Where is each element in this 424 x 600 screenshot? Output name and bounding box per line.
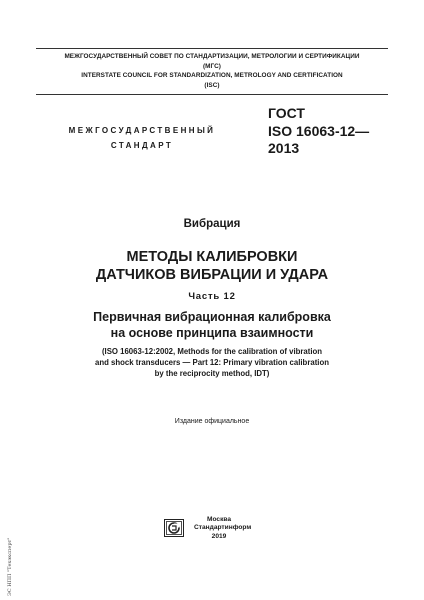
standard-type-line1: МЕЖГОСУДАРСТВЕННЫЙ bbox=[68, 126, 216, 135]
council-name-en: INTERSTATE COUNCIL FOR STANDARDIZATION, METROLOGY AND CERTIFICATION bbox=[81, 72, 343, 79]
document-subtitle-line1: Первичная вибрационная калибровка bbox=[93, 310, 331, 324]
document-title-line2: ДАТЧИКОВ ВИБРАЦИИ И УДАРА bbox=[95, 267, 329, 283]
council-header bbox=[36, 52, 388, 90]
iso-reference bbox=[20, 346, 404, 379]
standard-code-line3: 2013 bbox=[268, 140, 300, 156]
side-watermark-text: ЭС НПП "Техэксперт" bbox=[7, 537, 13, 596]
standard-code bbox=[268, 105, 369, 158]
iso-reference-line1: (ISO 16063-12:2002, Methods for the calibration of vibration bbox=[101, 347, 323, 356]
publication-year: 2019 bbox=[211, 532, 227, 540]
standard-type-line2: СТАНДАРТ bbox=[110, 141, 174, 150]
publisher-name: Стандартинформ bbox=[194, 524, 252, 532]
publisher-block bbox=[194, 516, 252, 541]
document-subtitle bbox=[20, 309, 404, 341]
standartinform-logo-icon bbox=[164, 519, 184, 537]
publisher-city: Москва bbox=[206, 516, 232, 523]
council-name-ru: МЕЖГОСУДАРСТВЕННЫЙ СОВЕТ ПО СТАНДАРТИЗАЦИИ, МЕТРОЛОГИИ И СЕРТИФИКАЦИИ bbox=[64, 53, 360, 60]
standard-code-line1: ГОСТ bbox=[268, 105, 305, 121]
edition-note: Издание официальное bbox=[174, 418, 250, 425]
standard-code-line2: ISO 16063-12— bbox=[268, 122, 370, 139]
document-title bbox=[20, 248, 404, 284]
header-rule bbox=[36, 94, 388, 95]
council-abbr-en: (ISC) bbox=[204, 81, 220, 89]
standard-type-label bbox=[40, 123, 244, 153]
document-subject: Вибрация bbox=[183, 218, 241, 230]
iso-reference-line3: by the reciprocity method, IDT) bbox=[154, 369, 270, 378]
document-subtitle-line2: на основе принципа взаимности bbox=[110, 326, 314, 340]
document-part: Часть 12 bbox=[188, 291, 236, 302]
top-rule bbox=[36, 48, 388, 49]
document-title-line1: МЕТОДЫ КАЛИБРОВКИ bbox=[126, 249, 298, 265]
council-abbr-ru: (МГС) bbox=[203, 62, 221, 70]
iso-reference-line2: and shock transducers — Part 12: Primary vibration calibration bbox=[95, 358, 329, 367]
